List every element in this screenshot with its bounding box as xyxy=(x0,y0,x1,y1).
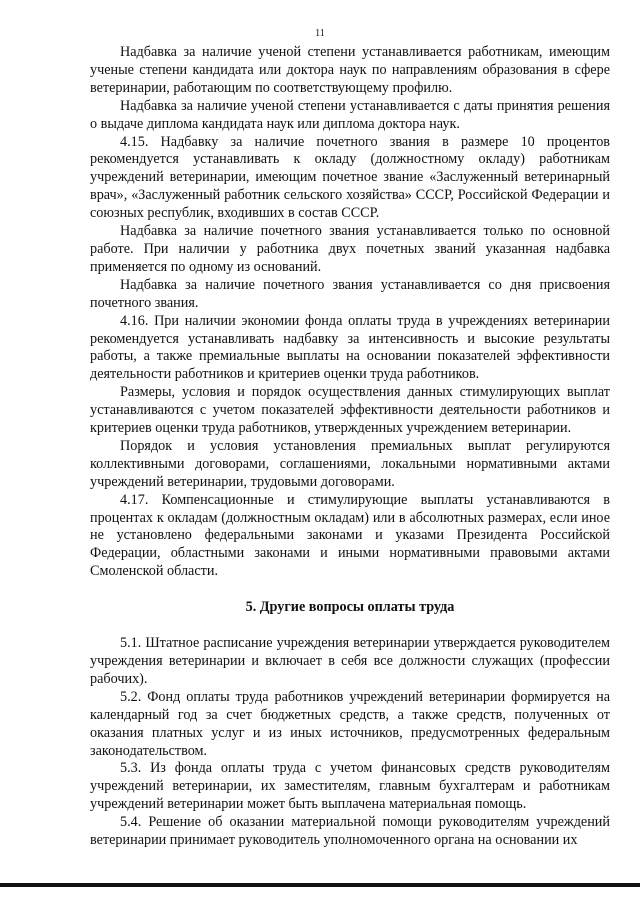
paragraph-honorary-title-main-work: Надбавка за наличие почетного звания устанавливается только по основной работе. При наличии у работника двух почетных званий указанная надбавка применяется по одному из оснований. xyxy=(90,223,610,275)
paragraph-5-3: 5.3. Из фонда оплаты труда с учетом финансовых средств руководителям учреждений ветеринарии, их заместителям, главным бухгалтерам и работникам учреждений ветеринарии может быть выплачена материальная помощь. xyxy=(90,760,610,813)
paragraph-4-15: 4.15. Надбавку за наличие почетного звания в размере 10 процентов рекомендуется устанавливать к окладу (должностному окладу) работникам учреждений ветеринарии, имеющим почетное звание «Заслуженный ветеринарный врач», «Заслуженный работник сельского хозяйства» СССР, Российской Федерации и союзных республик, входивших в состав СССР. xyxy=(90,133,610,222)
paragraph-honorary-title-date: Надбавка за наличие почетного звания устанавливается со дня присвоения почетного звания. xyxy=(90,276,610,311)
document-body xyxy=(90,44,610,850)
scan-bottom-edge xyxy=(0,883,640,887)
paragraph-4-17: 4.17. Компенсационные и стимулирующие выплаты устанавливаются в процентах к окладам (должностным окладам) или в абсолютных размерах, если иное не установлено федеральными законами и указами Президента Российской Федерации, областными законами и иными нормативными правовыми актами Смоленской области. xyxy=(90,491,610,580)
section-title: 5. Другие вопросы оплаты труда xyxy=(245,599,455,616)
paragraph-incentive-payments-conditions: Размеры, условия и порядок осуществления данных стимулирующих выплат устанавливаются с учетом показателей эффективности деятельности работников и критериев оценки труда работников, утвержденных учреждением ветеринарии. xyxy=(90,384,610,437)
page-number: 11 xyxy=(315,28,325,39)
paragraph-scientific-degree-allowance: Надбавка за наличие ученой степени устанавливается работникам, имеющим ученые степени кандидата или доктора наук по направлениям образования в сфере ветеринарии, работающим по соответствующему профилю. xyxy=(90,44,610,96)
paragraph-4-16: 4.16. При наличии экономии фонда оплаты труда в учреждениях ветеринарии рекомендуется устанавливать надбавку за интенсивность и высокие результаты работы, а также премиальные выплаты на основании показателей эффективности деятельности работников и критериев оценки труда работников. xyxy=(90,312,610,383)
paragraph-scientific-degree-date: Надбавка за наличие ученой степени устанавливается с даты принятия решения о выдаче диплома кандидата наук или диплома доктора наук. xyxy=(90,97,610,132)
paragraph-5-2: 5.2. Фонд оплаты труда работников учреждений ветеринарии формируется на календарный год за счет бюджетных средств, а также средств, полученных от оказания платных услуг и из иных источников, предусмотренных федеральным законодательством. xyxy=(90,688,610,759)
paragraph-5-4: 5.4. Решение об оказании материальной помощи руководителям учреждений ветеринарии принимает руководитель уполномоченного органа на основании их xyxy=(90,814,610,849)
paragraph-bonus-payments-order: Порядок и условия установления премиальных выплат регулируются коллективными договорами, соглашениями, локальными нормативными актами учреждений ветеринарии, трудовыми договорами. xyxy=(90,437,610,490)
paragraph-5-1: 5.1. Штатное расписание учреждения ветеринарии утверждается руководителем учреждения ветеринарии и включает в себя все должности служащих (профессии рабочих). xyxy=(90,635,610,687)
